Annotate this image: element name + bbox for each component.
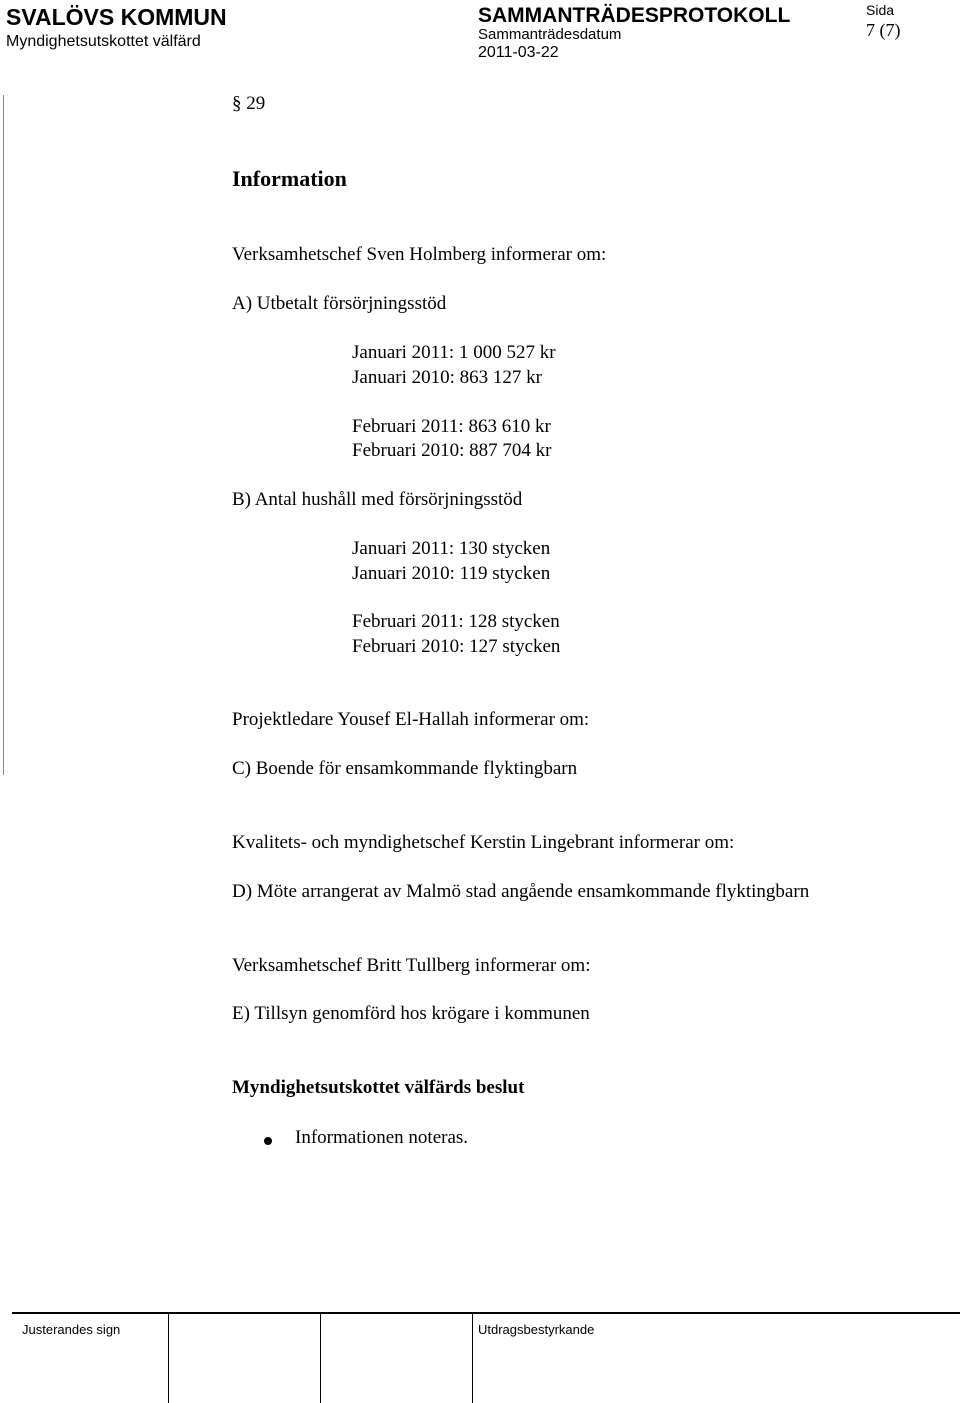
page-number: 7 (7) (866, 20, 901, 40)
intro-text-2: Projektledare Yousef El-Hallah informerar om: (232, 709, 590, 730)
b-line: Februari 2010: 127 stycken (352, 636, 561, 657)
signature-label: Justerandes sign (22, 1322, 121, 1337)
org-name: SVALÖVS KOMMUN (6, 4, 227, 30)
intro-text-3: Kvalitets- och myndighetschef Kerstin Lingebrant informerar om: (232, 832, 735, 853)
item-b: B) Antal hushåll med försörjningsstöd (232, 489, 523, 510)
b-line: Januari 2010: 119 stycken (352, 563, 551, 584)
page-label: Sida (866, 2, 895, 18)
a-line: Januari 2010: 863 127 kr (352, 367, 542, 388)
a-line: Februari 2010: 887 704 kr (352, 440, 552, 461)
b-line: Januari 2011: 130 stycken (352, 538, 551, 559)
bullet-icon (264, 1137, 272, 1145)
meeting-date-value: 2011-03-22 (478, 44, 559, 61)
item-d: D) Möte arrangerat av Malmö stad angående ensamkommande flyktingbarn (232, 881, 810, 902)
footer-divider (320, 1313, 321, 1403)
footer-rule (12, 1312, 960, 1314)
item-c: C) Boende för ensamkommande flyktingbarn (232, 758, 578, 779)
item-e: E) Tillsyn genomförd hos krögare i kommunen (232, 1003, 590, 1024)
paragraph-number: § 29 (232, 93, 266, 114)
decision-text: Informationen noteras. (295, 1127, 469, 1148)
org-department: Myndighetsutskottet välfärd (6, 33, 201, 50)
b-line: Februari 2011: 128 stycken (352, 611, 560, 632)
footer-divider (472, 1313, 473, 1403)
a-line: Februari 2011: 863 610 kr (352, 416, 551, 437)
extract-certification-label: Utdragsbestyrkande (478, 1322, 595, 1337)
item-a: A) Utbetalt försörjningsstöd (232, 293, 447, 314)
intro-text-4: Verksamhetschef Britt Tullberg informerar om: (232, 955, 591, 976)
section-heading: Information (232, 166, 347, 191)
a-line: Januari 2011: 1 000 527 kr (352, 342, 556, 363)
document-type: SAMMANTRÄDESPROTOKOLL (478, 4, 791, 27)
meeting-date-label: Sammanträdesdatum (478, 26, 622, 43)
intro-text-1: Verksamhetschef Sven Holmberg informerar om: (232, 244, 607, 265)
decision-heading: Myndighetsutskottet välfärds beslut (232, 1077, 525, 1098)
margin-line (3, 95, 4, 775)
footer-divider (168, 1313, 169, 1403)
